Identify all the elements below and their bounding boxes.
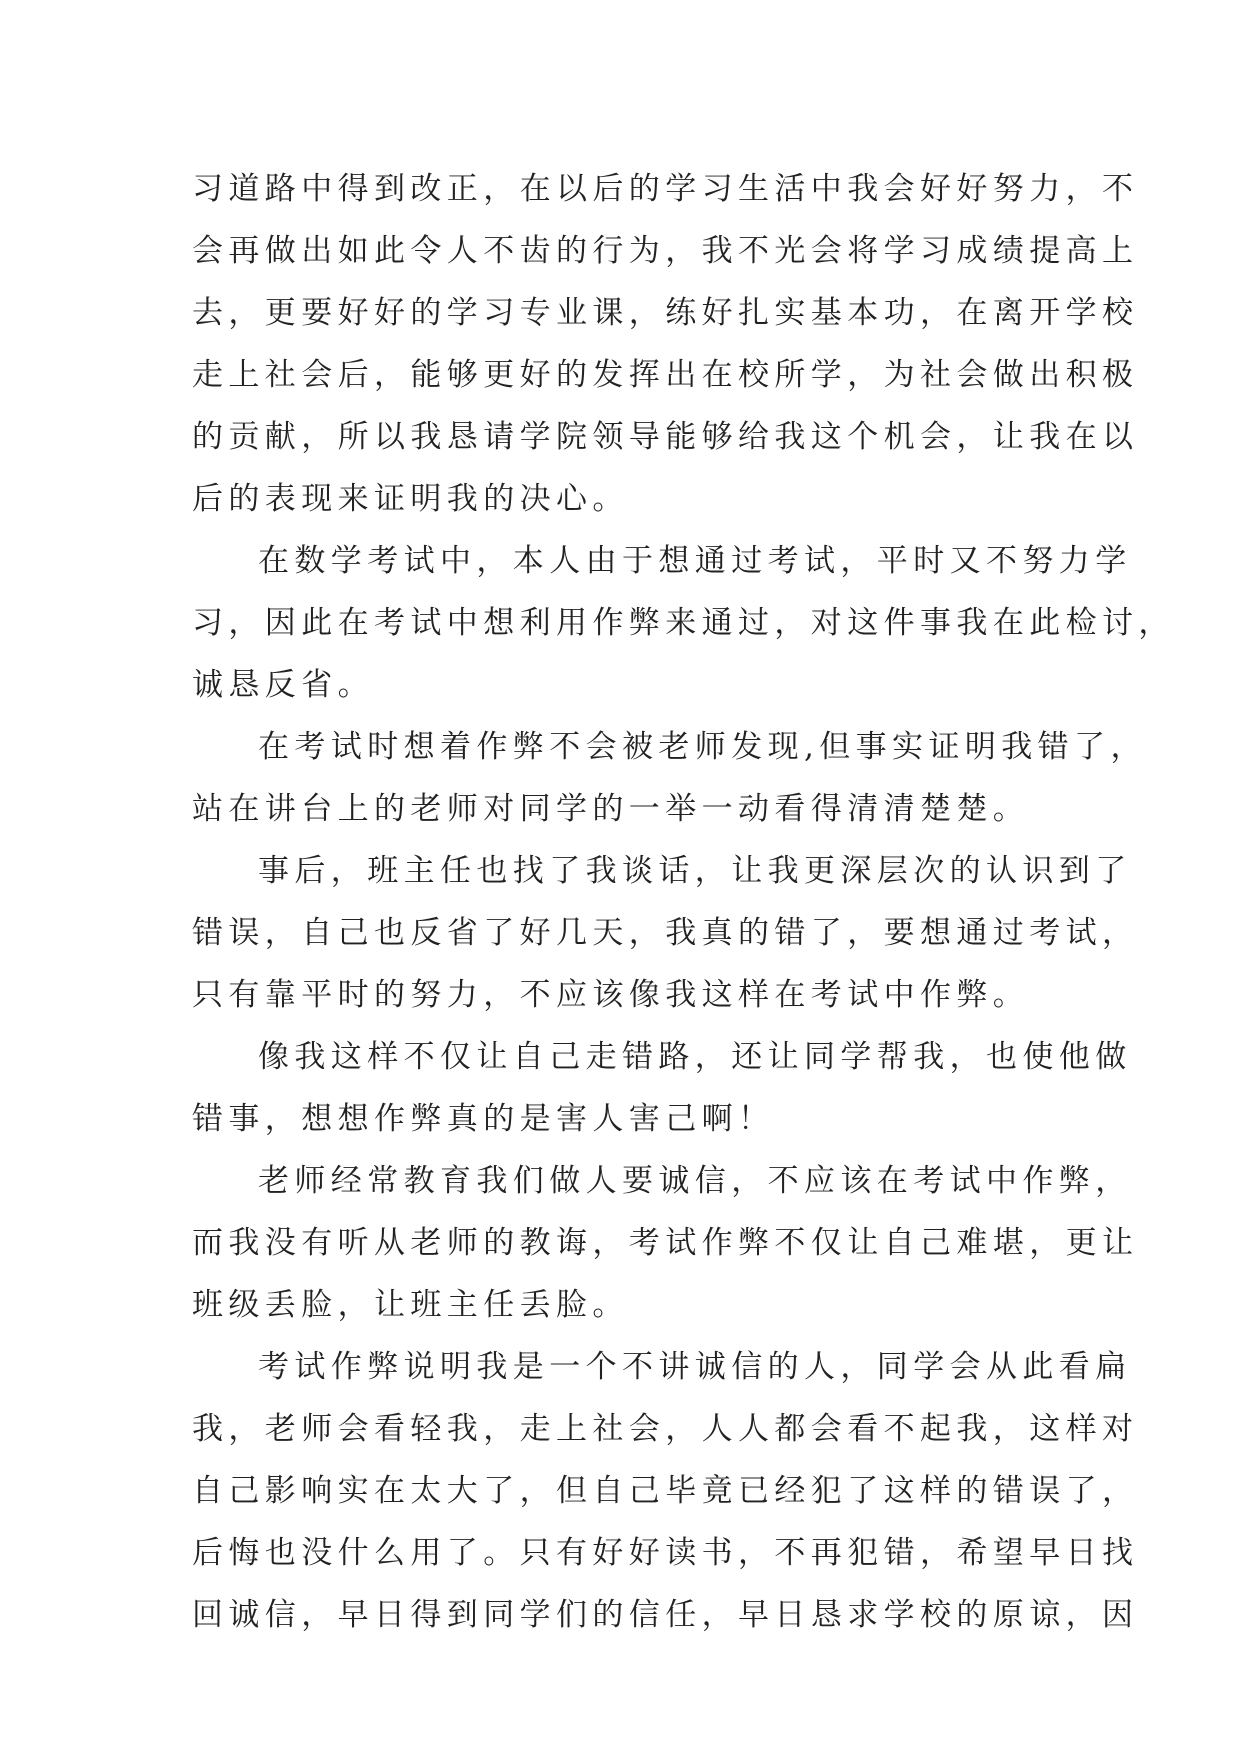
paragraph-start-line: 考试作弊说明我是一个不讲诚信的人，同学会从此看扁 xyxy=(258,1349,1132,1385)
text-line: 回诚信，早日得到同学们的信任，早日恳求学校的原谅，因 xyxy=(192,1597,1139,1633)
paragraph-start-line: 像我这样不仅让自己走错路，还让同学帮我，也使他做 xyxy=(258,1039,1132,1075)
text-line: 诚恳反省。 xyxy=(192,667,374,703)
text-line: 站在讲台上的老师对同学的一举一动看得清清楚楚。 xyxy=(192,791,1030,827)
text-line: 习道路中得到改正，在以后的学习生活中我会好好努力，不 xyxy=(192,171,1139,207)
text-line: 只有靠平时的努力，不应该像我这样在考试中作弊。 xyxy=(192,977,1030,1013)
text-line: 自己影响实在太大了，但自己毕竟已经犯了这样的错误了， xyxy=(192,1473,1139,1509)
paragraph-start-line: 在数学考试中，本人由于想通过考试，平时又不努力学 xyxy=(258,543,1132,579)
document-body xyxy=(192,158,1175,1646)
text-line: 后的表现来证明我的决心。 xyxy=(192,481,629,517)
text-line: 的贡献，所以我恳请学院领导能够给我这个机会，让我在以 xyxy=(192,419,1139,455)
text-line: 走上社会后，能够更好的发挥出在校所学，为社会做出积极 xyxy=(192,357,1139,393)
text-line: 错误，自己也反省了好几天，我真的错了，要想通过考试， xyxy=(192,915,1139,951)
text-line: 错事，想想作弊真的是害人害己啊！ xyxy=(192,1101,775,1137)
text-line: 去，更要好好的学习专业课，练好扎实基本功，在离开学校 xyxy=(192,295,1139,331)
text-line: 会再做出如此令人不齿的行为，我不光会将学习成绩提高上 xyxy=(192,233,1139,269)
text-line: 我，老师会看轻我，走上社会，人人都会看不起我，这样对 xyxy=(192,1411,1139,1447)
text-line: 班级丢脸，让班主任丢脸。 xyxy=(192,1287,629,1323)
paragraph-start-line: 老师经常教育我们做人要诚信，不应该在考试中作弊， xyxy=(258,1163,1132,1199)
text-line: 后悔也没什么用了。只有好好读书，不再犯错，希望早日找 xyxy=(192,1535,1139,1571)
paragraph-start-line: 在考试时想着作弊不会被老师发现,但事实证明我错了， xyxy=(258,729,1147,765)
paragraph-start-line: 事后，班主任也找了我谈话，让我更深层次的认识到了 xyxy=(258,853,1132,889)
text-line: 习，因此在考试中想利用作弊来通过，对这件事我在此检讨， xyxy=(192,605,1175,641)
text-line: 而我没有听从老师的教诲，考试作弊不仅让自己难堪，更让 xyxy=(192,1225,1139,1261)
